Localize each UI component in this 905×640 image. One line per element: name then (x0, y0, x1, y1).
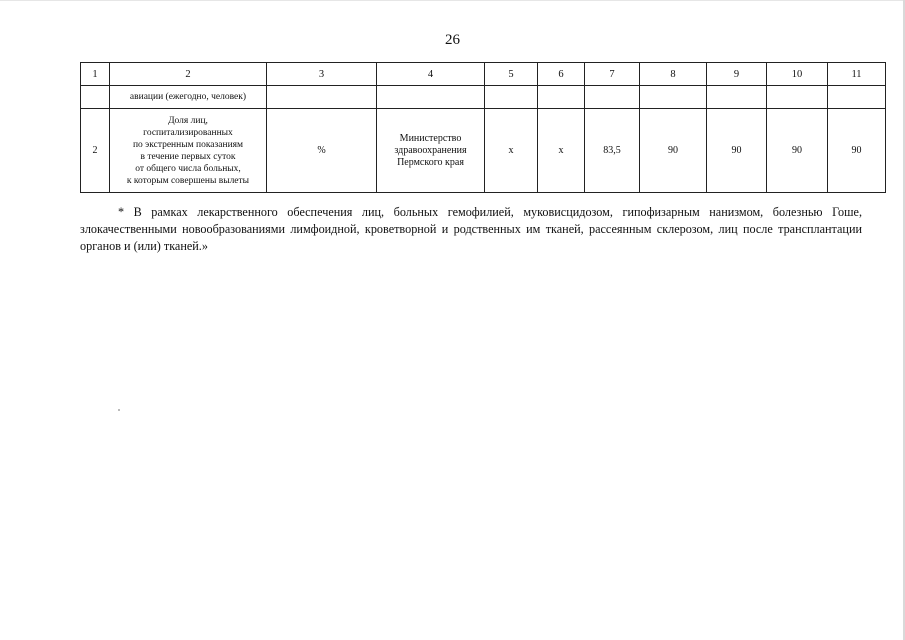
ministry-line: Министерство (399, 132, 462, 144)
value-cell-5: х (485, 109, 538, 193)
indicator-line: к которым совершены вылеты (126, 175, 250, 186)
scan-speck (118, 409, 120, 411)
cont-cell-9 (707, 86, 767, 109)
value-cell-9: 90 (707, 109, 767, 193)
ministry-line: Пермского края (397, 156, 464, 168)
header-cell-11: 11 (828, 63, 886, 86)
indicators-table (80, 62, 886, 193)
cont-cell-7 (585, 86, 640, 109)
header-cell-5: 5 (485, 63, 538, 86)
header-cell-1: 1 (81, 63, 110, 86)
header-cell-6: 6 (538, 63, 585, 86)
indicator-line: госпитализированных (143, 127, 233, 138)
cont-cell-indicator: авиации (ежегодно, человек) (110, 86, 267, 109)
page-number: 26 (445, 32, 460, 48)
cont-cell-num (81, 86, 110, 109)
value-cell-11: 90 (828, 109, 886, 193)
indicator-line: по экстренным показаниям (132, 139, 244, 150)
ministry-cell (377, 109, 485, 193)
cont-cell-4 (377, 86, 485, 109)
cont-cell-8 (640, 86, 707, 109)
header-cell-9: 9 (707, 63, 767, 86)
header-cell-4: 4 (377, 63, 485, 86)
table-row (81, 109, 886, 193)
indicator-name-cell (110, 109, 267, 193)
cont-cell-11 (828, 86, 886, 109)
header-cell-2: 2 (110, 63, 267, 86)
value-cell-6: х (538, 109, 585, 193)
ministry-line: здравоохранения (394, 144, 467, 156)
scan-edge-top (0, 0, 905, 1)
header-cell-3: 3 (267, 63, 377, 86)
indicator-line: Доля лиц, (168, 115, 208, 126)
unit-cell: % (267, 109, 377, 193)
cont-cell-5 (485, 86, 538, 109)
indicator-line: в течение первых суток (140, 151, 236, 162)
cont-cell-6 (538, 86, 585, 109)
table-row-continuation (81, 86, 886, 109)
value-cell-7: 83,5 (585, 109, 640, 193)
table-header-row (81, 63, 886, 86)
indicator-line: от общего числа больных, (135, 163, 241, 174)
value-cell-10: 90 (767, 109, 828, 193)
value-cell-8: 90 (640, 109, 707, 193)
header-cell-8: 8 (640, 63, 707, 86)
footnote-paragraph: * В рамках лекарственного обеспечения лиц, больных гемофилией, муковисцидозом, гипофизарным нанизмом, болезнью Гоше, злокачественными новообразованиями лимфоидной, кроветворной и родственных им тканей, рассеянным склерозом, лиц после трансплантации органов и (или) тканей.» (80, 205, 862, 253)
row-number-cell: 2 (81, 109, 110, 193)
header-cell-7: 7 (585, 63, 640, 86)
cont-cell-10 (767, 86, 828, 109)
cont-cell-3 (267, 86, 377, 109)
header-cell-10: 10 (767, 63, 828, 86)
